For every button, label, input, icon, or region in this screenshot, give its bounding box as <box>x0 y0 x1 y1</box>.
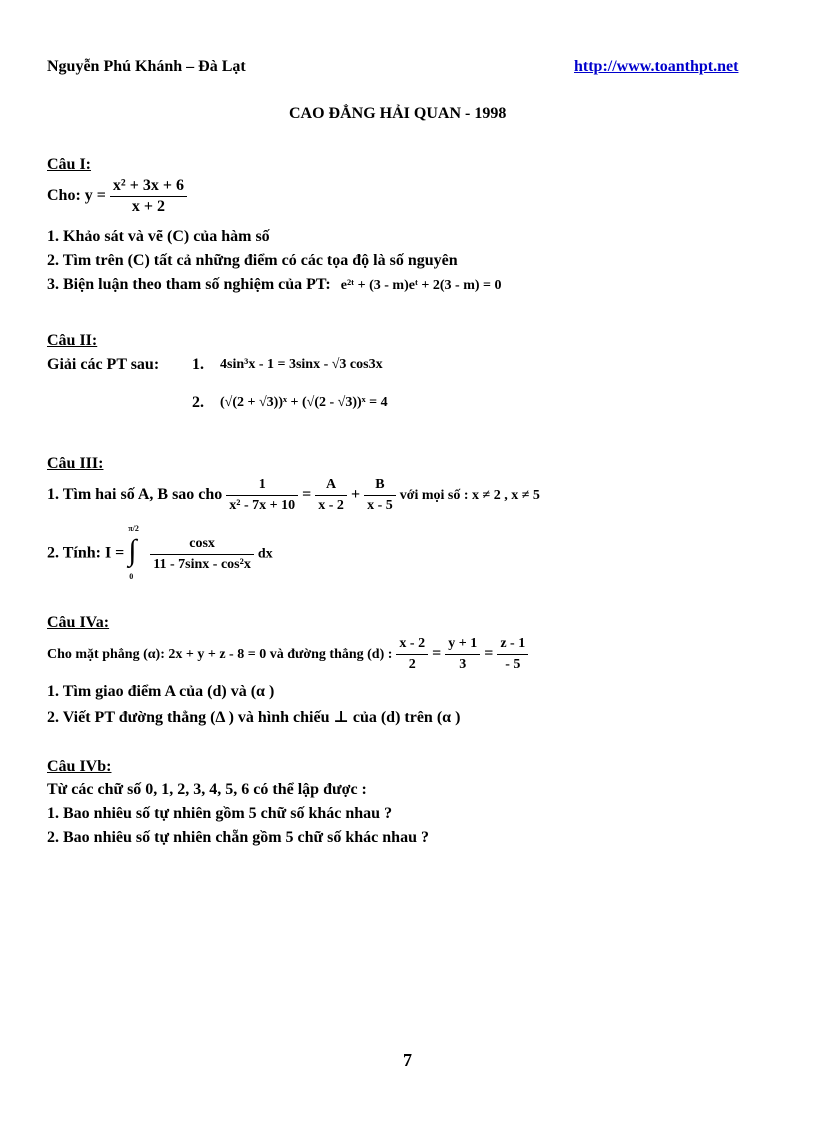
line-z-numerator: z - 1 <box>497 634 528 655</box>
question-4b-item-2: 2. Bao nhiêu số tự nhiên chẵn gồm 5 chữ số khác nhau ? <box>47 829 429 846</box>
question-4a-heading: Câu IVa: <box>47 614 110 631</box>
equals-sign-2: = <box>484 645 494 663</box>
fraction-b-denominator: x - 5 <box>367 498 393 513</box>
question-2-intro: Giải các PT sau: <box>47 356 160 373</box>
fraction-1 <box>226 475 298 516</box>
question-3-item-1 <box>47 475 540 516</box>
line-fraction-y <box>445 634 480 675</box>
question-3-item-2 <box>47 524 273 584</box>
question-1-function <box>47 176 187 217</box>
question-4a-intro <box>47 634 528 675</box>
fraction-1-denominator: x² - 7x + 10 <box>229 498 296 513</box>
fraction-a <box>315 475 347 516</box>
plane-line-text: Cho mặt phẳng (α): 2x + y + z - 8 = 0 và đường thẳng (d) : <box>47 647 393 663</box>
integral-upper-limit: π/2 <box>128 524 139 533</box>
question-4a-item-2: 2. Viết PT đường thẳng (Δ ) và hình chiếu ⊥ của (d) trên (α ) <box>47 709 461 726</box>
question-3-heading: Câu III: <box>47 455 104 472</box>
function-intro: Cho: y = <box>47 187 106 205</box>
question-2-eq1: 4sin³x - 1 = 3sinx - √3 cos3x <box>220 357 383 372</box>
question-2-eq2: (√(2 + √3))ˣ + (√(2 - √3))ˣ = 4 <box>220 395 388 410</box>
website-link[interactable]: http://www.toanthpt.net <box>574 58 739 75</box>
equals-sign-1: = <box>432 645 442 663</box>
question-4b-intro: Từ các chữ số 0, 1, 2, 3, 4, 5, 6 có thể lập được : <box>47 781 367 798</box>
question-1-item-3 <box>47 276 502 294</box>
question-4b-item-1: 1. Bao nhiêu số tự nhiên gồm 5 chữ số khác nhau ? <box>47 805 393 822</box>
item-2-text: 2. Tính: I = <box>47 544 125 562</box>
question-2-heading: Câu II: <box>47 332 98 349</box>
question-1-heading: Câu I: <box>47 156 92 173</box>
fraction-a-numerator: A <box>315 475 347 496</box>
question-4b-heading: Câu IVb: <box>47 758 112 775</box>
integral-symbol: ∫ <box>128 534 137 567</box>
fraction-b <box>364 475 396 516</box>
question-1-item-2: 2. Tìm trên (C) tất cả những điểm có các tọa độ là số nguyên <box>47 252 458 269</box>
line-x-denominator: 2 <box>408 657 416 672</box>
page-number: 7 <box>403 1050 412 1070</box>
line-fraction-x <box>396 634 428 675</box>
integrand-fraction <box>150 534 254 575</box>
fraction-numerator: x² + 3x + 6 <box>110 176 187 197</box>
line-y-denominator: 3 <box>459 657 467 672</box>
condition-text: với mọi số : x ≠ 2 , x ≠ 5 <box>399 488 540 504</box>
line-fraction-z <box>497 634 528 675</box>
question-1-item-1: 1. Khảo sát và vẽ (C) của hàm số <box>47 228 270 245</box>
integral-sign <box>128 524 146 584</box>
function-fraction <box>110 176 187 217</box>
integrand-denominator: 11 - 7sinx - cos²x <box>153 556 251 572</box>
fraction-1-numerator: 1 <box>226 475 298 496</box>
item-3-equation: e²ᵗ + (3 - m)eᵗ + 2(3 - m) = 0 <box>340 278 502 293</box>
item-1-text: 1. Tìm hai số A, B sao cho <box>47 486 223 504</box>
author-header: Nguyễn Phú Khánh – Đà Lạt <box>47 58 246 75</box>
plus-sign: + <box>350 486 361 504</box>
question-4a-item-1: 1. Tìm giao điểm A của (d) và (α ) <box>47 683 275 700</box>
question-2-eq1-label: 1. <box>192 356 204 373</box>
line-z-denominator: - 5 <box>505 657 521 672</box>
question-2-eq2-label: 2. <box>192 394 204 411</box>
fraction-b-numerator: B <box>364 475 396 496</box>
integrand-numerator: cosx <box>150 534 254 555</box>
exam-title: CAO ĐẲNG HẢI QUAN - 1998 <box>289 105 507 122</box>
line-x-numerator: x - 2 <box>396 634 428 655</box>
fraction-denominator: x + 2 <box>131 198 165 215</box>
integral-dx: dx <box>257 546 273 562</box>
equals-sign: = <box>302 486 312 504</box>
fraction-a-denominator: x - 2 <box>318 498 344 513</box>
integral-lower-limit: 0 <box>129 572 134 581</box>
item-3-text: 3. Biện luận theo tham số nghiệm của PT: <box>47 276 331 293</box>
line-y-numerator: y + 1 <box>445 634 480 655</box>
